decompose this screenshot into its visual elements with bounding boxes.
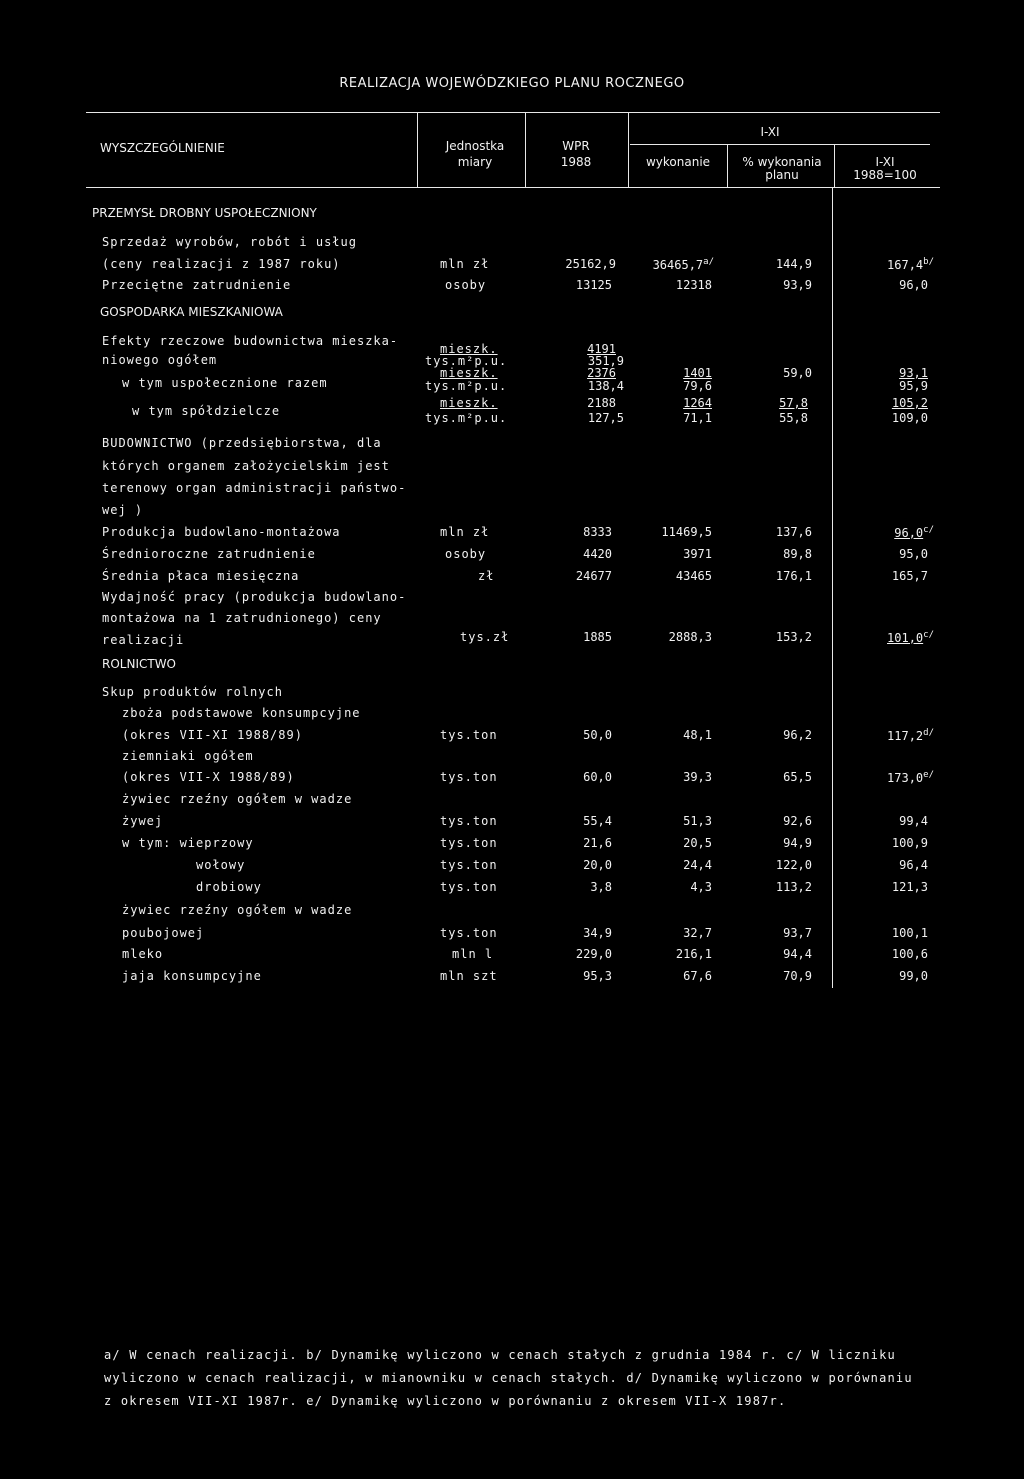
- row-zatrudnienie-dyn: 96,0: [899, 278, 928, 292]
- row-zatrudnienie-unit: osoby: [445, 278, 487, 292]
- row-wolowy-dyn: 96,4: [899, 858, 928, 872]
- row-zatrudnienie-wyk: 12318: [675, 278, 712, 292]
- row-zatrudnienie-pct: 93,9: [783, 278, 812, 292]
- col-divider-2: [525, 112, 526, 188]
- row-spoldz-wyk-1: 1264: [683, 396, 712, 410]
- row-ziemniaki-pct: 65,5: [783, 770, 812, 784]
- row-sredn-zatr-label: Średnioroczne zatrudnienie: [102, 547, 316, 561]
- row-zboza-dyn: $117,2^{d/}$: [887, 728, 934, 743]
- col-divider-4: [727, 144, 728, 188]
- row-sprzedaz-unit: mln zł: [440, 257, 490, 271]
- header-jednostka: Jednostka: [445, 139, 505, 153]
- page-title: REALIZACJA WOJEWÓDZKIEGO PLANU ROCZNEGO: [339, 76, 685, 91]
- row-wolowy-wpr: 20,0: [583, 858, 612, 872]
- row-uspol-label: w tym uspołecznione razem: [122, 376, 328, 390]
- section-przemysl: PRZEMYSŁ DROBNY USPOŁECZNIONY: [92, 206, 317, 220]
- row-placa-unit: zł: [478, 569, 495, 583]
- section-budownictwo-3: terenowy organ administracji państwo-: [102, 481, 407, 495]
- row-zywiec-dyn: 99,4: [899, 814, 928, 828]
- header-i-xi: I-XI: [875, 155, 895, 169]
- row-jaja-unit: mln szt: [440, 969, 498, 983]
- header-group-i-xi: I-XI: [760, 125, 780, 139]
- header-dynamika: 1988=100: [853, 168, 917, 182]
- row-produkcja-wyk: 11469,5: [661, 525, 712, 539]
- row-wieprzowy-dyn: 100,9: [891, 836, 928, 850]
- row-spoldz-unit-1: mieszk.: [440, 396, 498, 410]
- row-sredn-zatr-pct: 89,8: [783, 547, 812, 561]
- row-produkcja-label: Produkcja budowlano-montażowa: [102, 525, 341, 539]
- row-zywiec-pb-unit: tys.ton: [440, 926, 498, 940]
- row-produkcja-pct: 137,6: [775, 525, 812, 539]
- row-wieprzowy-unit: tys.ton: [440, 836, 498, 850]
- row-zboza-label-1: zboża podstawowe konsumpcyjne: [122, 706, 361, 720]
- row-jaja-label: jaja konsumpcyjne: [122, 969, 262, 983]
- row-placa-wyk: 43465: [675, 569, 712, 583]
- row-skup-label: Skup produktów rolnych: [102, 685, 283, 699]
- row-wydajnosc-label-2: montażowa na 1 zatrudnionego) ceny: [102, 611, 382, 625]
- row-zboza-pct: 96,2: [783, 728, 812, 742]
- row-zboza-unit: tys.ton: [440, 728, 498, 742]
- row-spoldz-label: w tym spółdzielcze: [132, 404, 281, 418]
- row-zatrudnienie-wpr: 13125: [575, 278, 612, 292]
- row-uspol-dyn-1: 93,1: [899, 366, 928, 380]
- header-wpr-year: 1988: [560, 155, 592, 169]
- row-efekty-wpr-1: 4191: [587, 342, 616, 356]
- group-rule: [630, 144, 930, 145]
- row-ziemniaki-wpr: 60,0: [583, 770, 612, 784]
- row-efekty-label-2: niowego ogółem: [102, 353, 218, 367]
- row-zywiec-label-1: żywiec rzeźny ogółem w wadze: [122, 792, 353, 806]
- row-spoldz-wpr-1: 2188: [587, 396, 616, 410]
- row-jaja-pct: 70,9: [783, 969, 812, 983]
- row-efekty-wpr-2: 351,9: [587, 354, 624, 368]
- row-wolowy-unit: tys.ton: [440, 858, 498, 872]
- section-budownictwo-4: wej ): [102, 503, 144, 517]
- row-sredn-zatr-wpr: 4420: [583, 547, 612, 561]
- row-ziemniaki-dyn: $173,0^{e/}$: [887, 770, 934, 785]
- row-placa-pct: 176,1: [775, 569, 812, 583]
- row-placa-wpr: 24677: [575, 569, 612, 583]
- row-spoldz-pct-2: 55,8: [779, 411, 808, 425]
- header-wpr: WPR: [562, 139, 590, 153]
- row-zywiec-pct: 92,6: [783, 814, 812, 828]
- row-wydajnosc-label-3: realizacji: [102, 633, 185, 647]
- header-wykonanie: wykonanie: [645, 155, 711, 169]
- col-divider-5: [834, 144, 835, 188]
- row-wolowy-wyk: 24,4: [683, 858, 712, 872]
- row-sprzedaz-pct: 144,9: [775, 257, 812, 271]
- row-produkcja-unit: mln zł: [440, 525, 490, 539]
- row-drobiowy-unit: tys.ton: [440, 880, 498, 894]
- row-uspol-wpr-2: 138,4: [587, 379, 624, 393]
- row-wieprzowy-wpr: 21,6: [583, 836, 612, 850]
- row-zywiec-pb-dyn: 100,1: [891, 926, 928, 940]
- row-jaja-wyk: 67,6: [683, 969, 712, 983]
- header-planu: planu: [765, 168, 799, 182]
- row-zywiec-pb-wpr: 34,9: [583, 926, 612, 940]
- row-efekty-unit-2: tys.m²p.u.: [425, 354, 508, 368]
- section-gospodarka: GOSPODARKA MIESZKANIOWA: [100, 305, 283, 319]
- col-divider-1: [417, 112, 418, 188]
- row-wolowy-pct: 122,0: [775, 858, 812, 872]
- row-produkcja-dyn: $96,0^{c/}$: [894, 525, 934, 540]
- row-wieprzowy-label: w tym: wieprzowy: [122, 836, 254, 850]
- section-rolnictwo: ROLNICTWO: [102, 657, 177, 671]
- row-produkcja-wpr: 8333: [583, 525, 612, 539]
- header-wyszczegolnienie: WYSZCZEGÓLNIENIE: [100, 141, 225, 155]
- row-ziemniaki-wyk: 39,3: [683, 770, 712, 784]
- row-sprzedaz-dyn: $167,4^{b/}$: [887, 257, 934, 272]
- row-zywiec-pb-pct: 93,7: [783, 926, 812, 940]
- row-mleko-wpr: 229,0: [575, 947, 612, 961]
- row-spoldz-pct-1: 57,8: [779, 396, 808, 410]
- row-mleko-unit: mln l: [452, 947, 494, 961]
- section-budownictwo-1: BUDOWNICTWO (przedsiębiorstwa, dla: [102, 436, 382, 450]
- footnotes: a/ W cenach realizacji. b/ Dynamikę wyliczono w cenach stałych z grudnia 1984 r. c/ W liczniku wyliczono w cenach realizacji, w mianowniku w cenach stałych. d/ Dynamikę wyliczono w porównaniu z okresem VII-XI 1987r. e/ Dynamikę wyliczono w porównaniu z okresem VII-X 1987r.: [104, 1348, 913, 1408]
- header-procent: % wykonania: [742, 155, 822, 169]
- row-zboza-wyk: 48,1: [683, 728, 712, 742]
- row-zywiec-pb-wyk: 32,7: [683, 926, 712, 940]
- row-zatrudnienie-label: Przeciętne zatrudnienie: [102, 278, 292, 292]
- row-wydajnosc-wyk: 2888,3: [668, 630, 712, 644]
- row-zywiec-wpr: 55,4: [583, 814, 612, 828]
- row-wolowy-label: wołowy: [196, 858, 246, 872]
- row-mleko-wyk: 216,1: [675, 947, 712, 961]
- row-wydajnosc-label-1: Wydajność pracy (produkcja budowlano-: [102, 590, 407, 604]
- row-zywiec-pb-label-1: żywiec rzeźny ogółem w wadze: [122, 903, 353, 917]
- row-mleko-dyn: 100,6: [891, 947, 928, 961]
- row-wydajnosc-wpr: 1885: [583, 630, 612, 644]
- section-budownictwo-2: których organem założycielskim jest: [102, 459, 390, 473]
- row-mleko-label: mleko: [122, 947, 164, 961]
- row-wydajnosc-unit: tys.zł: [460, 630, 510, 644]
- row-uspol-unit-2: tys.m²p.u.: [425, 379, 508, 393]
- row-zywiec-label-2: żywej: [122, 814, 164, 828]
- row-sredn-zatr-wyk: 3971: [683, 547, 712, 561]
- row-drobiowy-label: drobiowy: [196, 880, 262, 894]
- row-placa-label: Średnia płaca miesięczna: [102, 569, 300, 583]
- header-bottom-rule: [86, 187, 940, 188]
- col-divider-3: [628, 112, 629, 188]
- row-mleko-pct: 94,4: [783, 947, 812, 961]
- row-spoldz-dyn-1: 105,2: [891, 396, 928, 410]
- row-zywiec-unit: tys.ton: [440, 814, 498, 828]
- row-spoldz-wpr-2: 127,5: [587, 411, 624, 425]
- row-sprzedaz-label-1: Sprzedaż wyrobów, robót i usług: [102, 235, 357, 249]
- row-uspol-unit-1: mieszk.: [440, 366, 498, 380]
- row-uspol-pct-1: 59,0: [783, 366, 812, 380]
- row-efekty-unit-1: mieszk.: [440, 342, 498, 356]
- row-ziemniaki-label-1: ziemniaki ogółem: [122, 749, 254, 763]
- row-spoldz-dyn-2: 109,0: [891, 411, 928, 425]
- row-drobiowy-dyn: 121,3: [891, 880, 928, 894]
- row-jaja-wpr: 95,3: [583, 969, 612, 983]
- row-jaja-dyn: 99,0: [899, 969, 928, 983]
- row-wydajnosc-dyn: $101,0^{c/}$: [887, 630, 934, 645]
- row-uspol-wyk-1: 1401: [683, 366, 712, 380]
- row-uspol-wyk-2: 79,6: [683, 379, 712, 393]
- row-efekty-label-1: Efekty rzeczowe budownictwa mieszka-: [102, 334, 399, 348]
- row-zywiec-pb-label-2: poubojowej: [122, 926, 205, 940]
- row-sprzedaz-label-2: (ceny realizacji z 1987 roku): [102, 257, 341, 271]
- row-zboza-wpr: 50,0: [583, 728, 612, 742]
- row-drobiowy-pct: 113,2: [775, 880, 812, 894]
- row-sprzedaz-wpr: 25162,9: [565, 257, 616, 271]
- row-uspol-dyn-2: 95,9: [899, 379, 928, 393]
- row-wydajnosc-pct: 153,2: [775, 630, 812, 644]
- header-miary: miary: [457, 155, 493, 169]
- row-placa-dyn: 165,7: [891, 569, 928, 583]
- row-ziemniaki-unit: tys.ton: [440, 770, 498, 784]
- row-sredn-zatr-unit: osoby: [445, 547, 487, 561]
- header-top-rule: [86, 112, 940, 113]
- row-drobiowy-wyk: 4,3: [690, 880, 712, 894]
- row-zboza-label-2: (okres VII-XI 1988/89): [122, 728, 303, 742]
- row-sredn-zatr-dyn: 95,0: [899, 547, 928, 561]
- row-drobiowy-wpr: 3,8: [590, 880, 612, 894]
- row-zywiec-wyk: 51,3: [683, 814, 712, 828]
- row-wieprzowy-wyk: 20,5: [683, 836, 712, 850]
- row-uspol-wpr-1: 2376: [587, 366, 616, 380]
- row-ziemniaki-label-2: (okres VII-X 1988/89): [122, 770, 295, 784]
- row-wieprzowy-pct: 94,9: [783, 836, 812, 850]
- row-spoldz-wyk-2: 71,1: [683, 411, 712, 425]
- row-sprzedaz-wyk: $36465,7^{a/}$: [652, 257, 714, 272]
- row-spoldz-unit-2: tys.m²p.u.: [425, 411, 508, 425]
